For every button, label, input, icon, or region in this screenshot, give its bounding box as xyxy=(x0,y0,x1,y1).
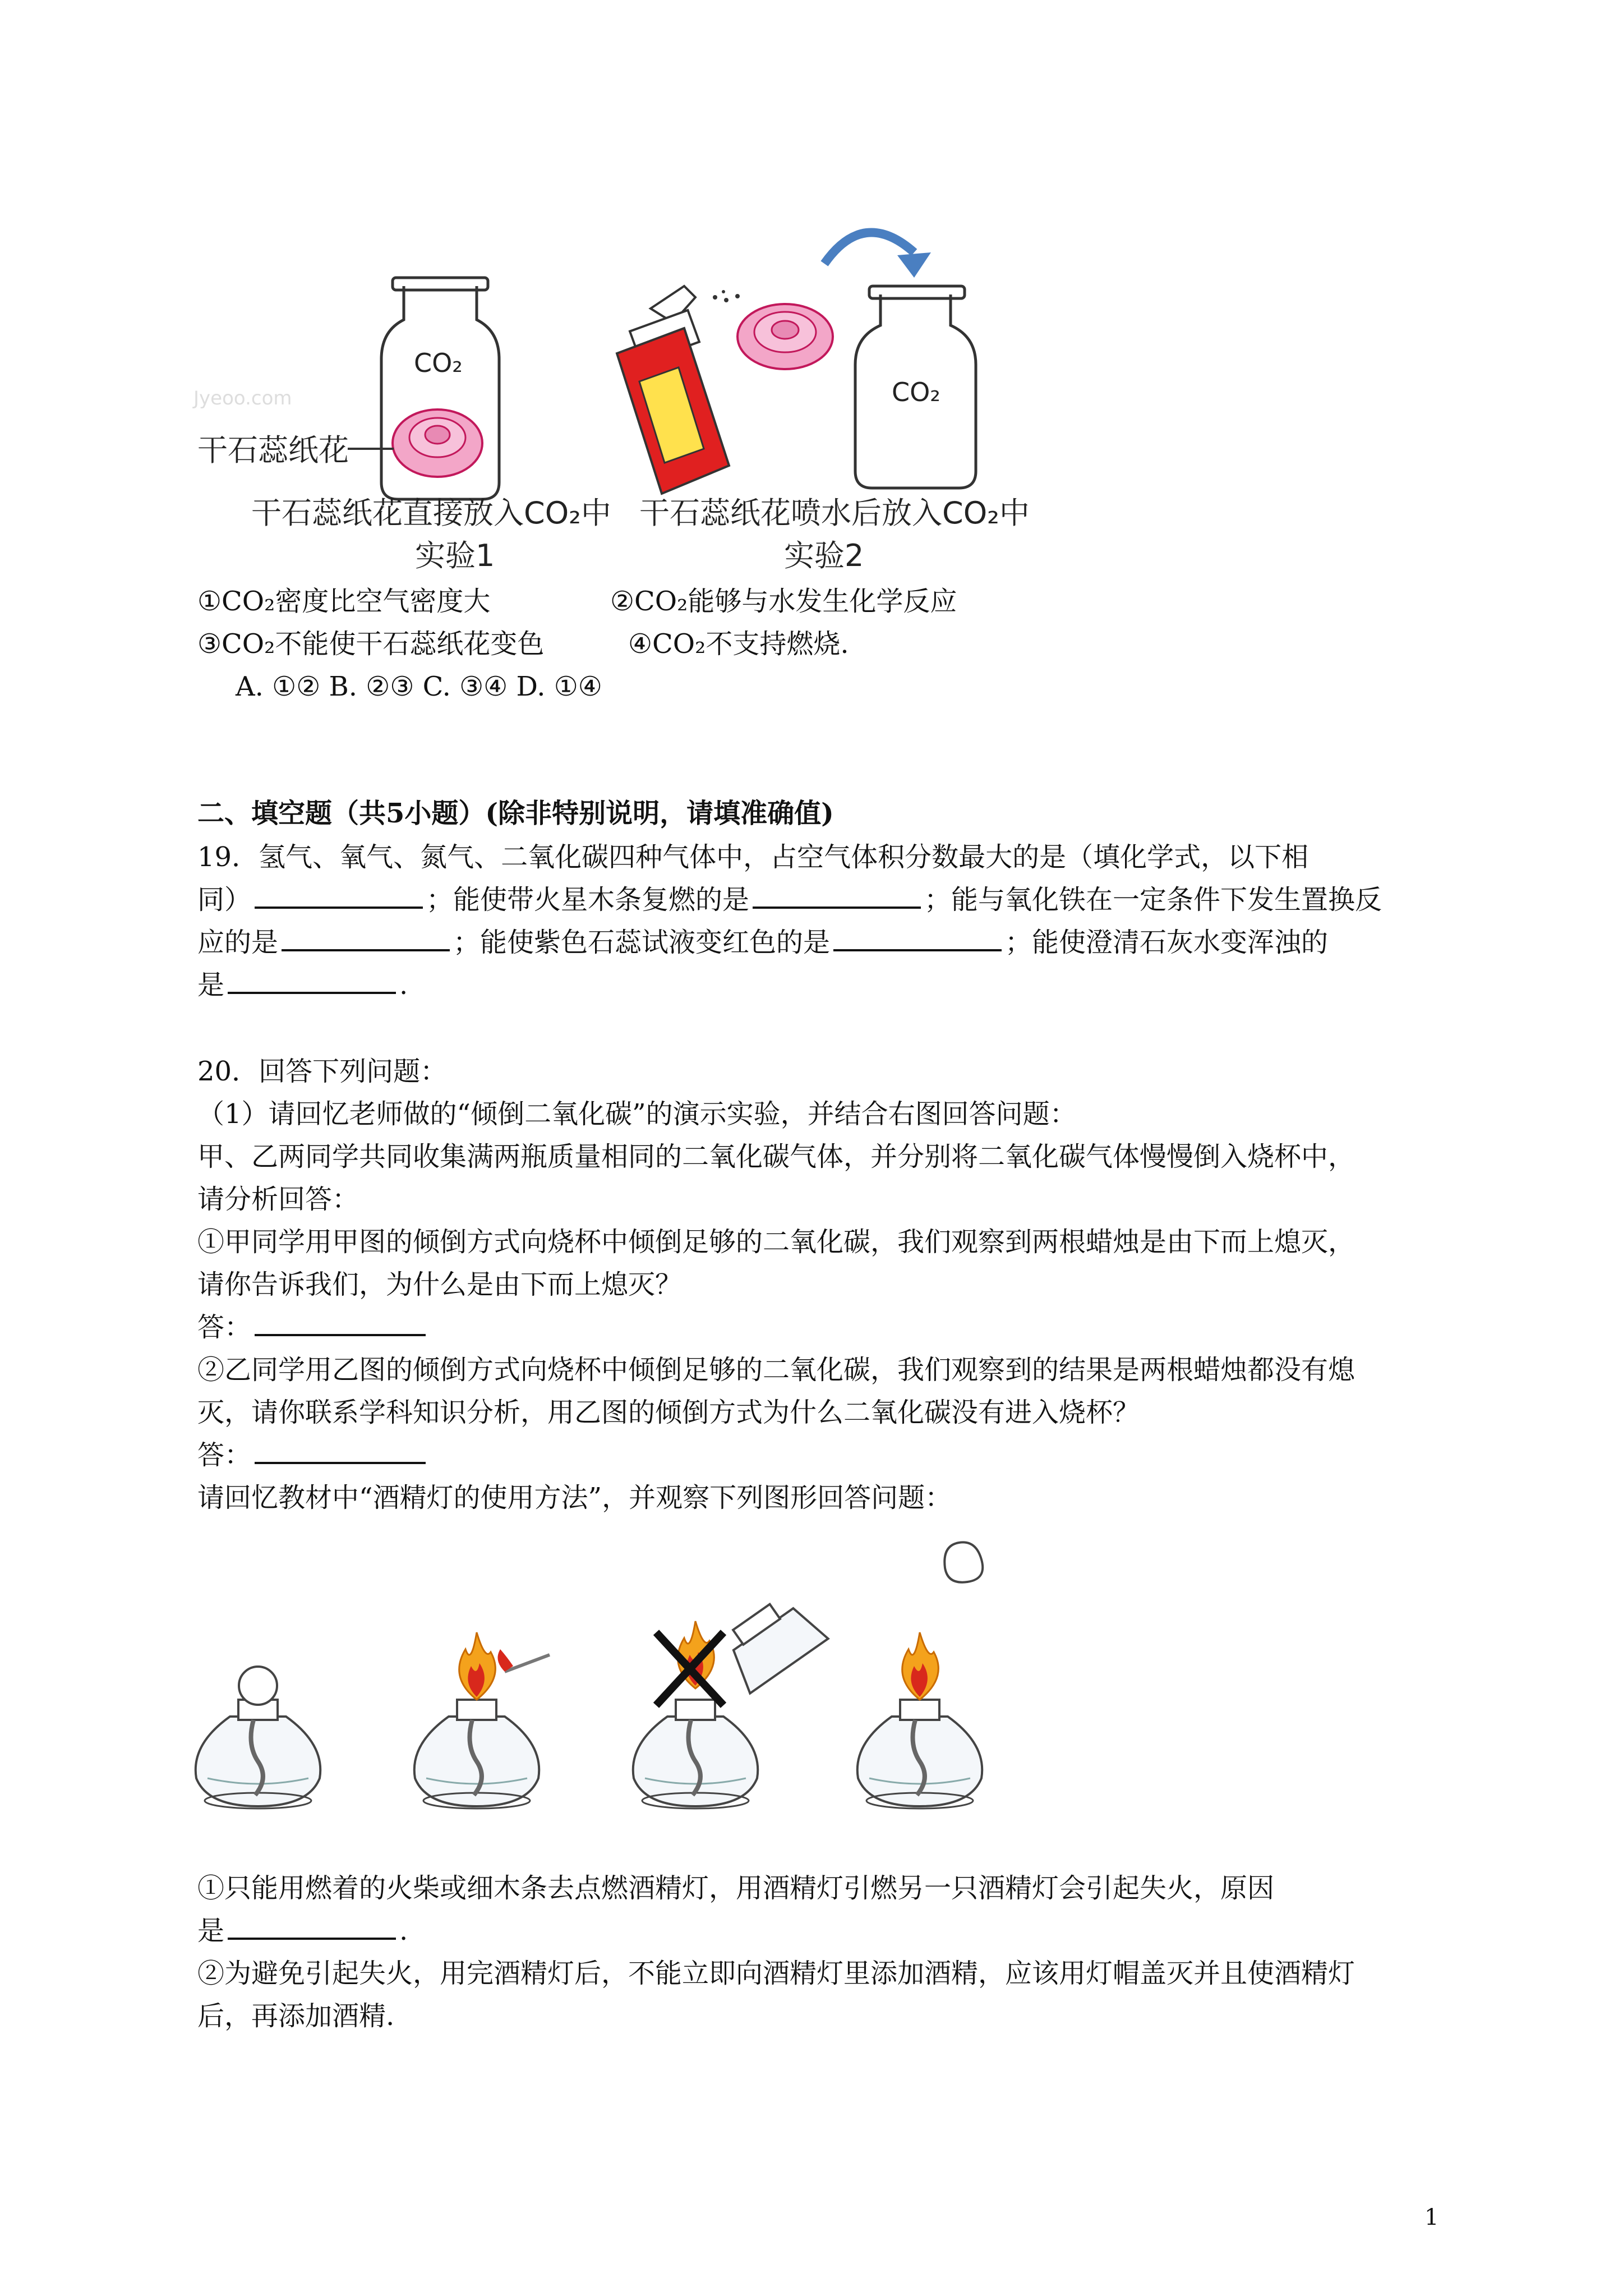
curved-arrow-icon xyxy=(824,232,931,278)
q19-text: ；能使紫色石蕊试液变红色的是 xyxy=(453,927,831,958)
alcohol-lamp-wrong-method xyxy=(633,1588,828,1809)
answer-blank[interactable] xyxy=(255,1435,426,1464)
flower-icon xyxy=(737,304,833,369)
alcohol-lamp-figure xyxy=(191,1531,1088,1846)
answer-blank[interactable] xyxy=(255,880,423,909)
q20-paragraph: ②乙同学用乙图的倾倒方式向烧杯中倾倒足够的二氧化碳，我们观察到的结果是两根蜡烛都没有熄 xyxy=(197,1354,1355,1386)
q20-paragraph: 甲、乙两同学共同收集满两瓶质量相同的二氧化碳气体，并分别将二氧化碳气体慢慢倒入烧杯中， xyxy=(197,1141,1355,1172)
alcohol-lamp-lit xyxy=(857,1542,983,1809)
q19-text: 是 xyxy=(197,969,225,1001)
q20-answer-2 xyxy=(197,1434,429,1476)
q18-option-4: ④CO₂不支持燃烧. xyxy=(628,628,849,660)
q19-line-2 xyxy=(197,878,1382,921)
answer-blank[interactable] xyxy=(833,922,1002,951)
q19-line-3 xyxy=(197,921,1328,964)
section-2-heading: 二、填空题（共5小题）(除非特别说明，请填准确值) xyxy=(197,798,834,829)
flower-label: 干石蕊纸花 xyxy=(197,432,349,468)
answer-label: 答： xyxy=(197,1312,252,1343)
alcohol-lamp-capped xyxy=(196,1667,321,1809)
q19-text: ；能与氧化铁在一定条件下发生置换反 xyxy=(924,884,1382,915)
q20-paragraph: ②为避免引起失火，用完酒精灯后，不能立即向酒精灯里添加酒精，应该用灯帽盖灭并且使酒精灯 xyxy=(197,1958,1355,1989)
q19-line-4 xyxy=(197,964,408,1006)
q20-text: . xyxy=(399,1915,408,1947)
q20-paragraph: 灭，请你联系学科知识分析，用乙图的倾倒方式为什么二氧化碳没有进入烧杯？ xyxy=(197,1397,1140,1428)
answer-blank[interactable] xyxy=(282,922,450,951)
answer-blank[interactable] xyxy=(228,965,396,994)
q18-option-1: ①CO₂密度比空气密度大 xyxy=(197,586,491,617)
answer-blank[interactable] xyxy=(255,1307,426,1336)
q20-answer-3 xyxy=(197,1910,408,1952)
q20-text: 是 xyxy=(197,1915,225,1947)
q19-line-1: 19．氢气、氧气、氮气、二氧化碳四种气体中，占空气体积分数最大的是（填化学式，以下相 xyxy=(197,841,1309,873)
experiment-1-label: 实验1 xyxy=(415,538,495,573)
q20-paragraph: 请你告诉我们，为什么是由下而上熄灭？ xyxy=(197,1269,683,1300)
spray-bottle-icon xyxy=(617,286,740,494)
q19-text: ；能使澄清石灰水变浑浊的 xyxy=(1005,927,1329,958)
q19-text: 同） xyxy=(197,884,252,915)
experiment-2-caption: 干石蕊纸花喷水后放入CO₂中 xyxy=(639,495,1030,531)
bottle-1-label: CO₂ xyxy=(414,348,463,378)
bottle-2-label: CO₂ xyxy=(892,377,940,407)
q18-choices: A. ①② B. ②③ C. ③④ D. ①④ xyxy=(236,671,602,702)
page-number: 1 xyxy=(1424,2205,1439,2230)
q20-paragraph: 请分析回答： xyxy=(197,1184,359,1215)
q20-paragraph: ①甲同学用甲图的倾倒方式向烧杯中倾倒足够的二氧化碳，我们观察到两根蜡烛是由下而上熄灭， xyxy=(197,1226,1355,1258)
answer-label: 答： xyxy=(197,1439,252,1471)
q20-title: 20．回答下列问题： xyxy=(197,1056,448,1087)
answer-blank[interactable] xyxy=(228,1911,396,1940)
flower-icon xyxy=(393,409,482,477)
answer-blank[interactable] xyxy=(753,880,921,909)
q18-option-2: ②CO₂能够与水发生化学反应 xyxy=(610,586,957,617)
q20-paragraph: ①只能用燃着的火柴或细木条去点燃酒精灯，用酒精灯引燃另一只酒精灯会引起失火，原因 xyxy=(197,1872,1275,1904)
q20-paragraph: 请回忆教材中“酒精灯的使用方法”，并观察下列图形回答问题： xyxy=(197,1482,952,1513)
q19-text: ；能使带火星木条复燃的是 xyxy=(426,884,750,915)
watermark: Jyeoo.com xyxy=(193,387,292,409)
q19-text: . xyxy=(399,969,408,1001)
q20-paragraph: 后，再添加酒精. xyxy=(197,2000,395,2032)
experiment-2-label: 实验2 xyxy=(784,538,864,573)
alcohol-lamp-lit-with-match xyxy=(414,1632,550,1809)
q20-answer-1 xyxy=(197,1306,429,1349)
q18-option-3: ③CO₂不能使干石蕊纸花变色 xyxy=(197,628,545,660)
q19-text: 应的是 xyxy=(197,927,279,958)
q20-paragraph: （1）请回忆老师做的“倾倒二氧化碳”的演示实验，并结合右图回答问题： xyxy=(197,1098,1077,1130)
experiment-1-caption: 干石蕊纸花直接放入CO₂中 xyxy=(251,495,611,531)
